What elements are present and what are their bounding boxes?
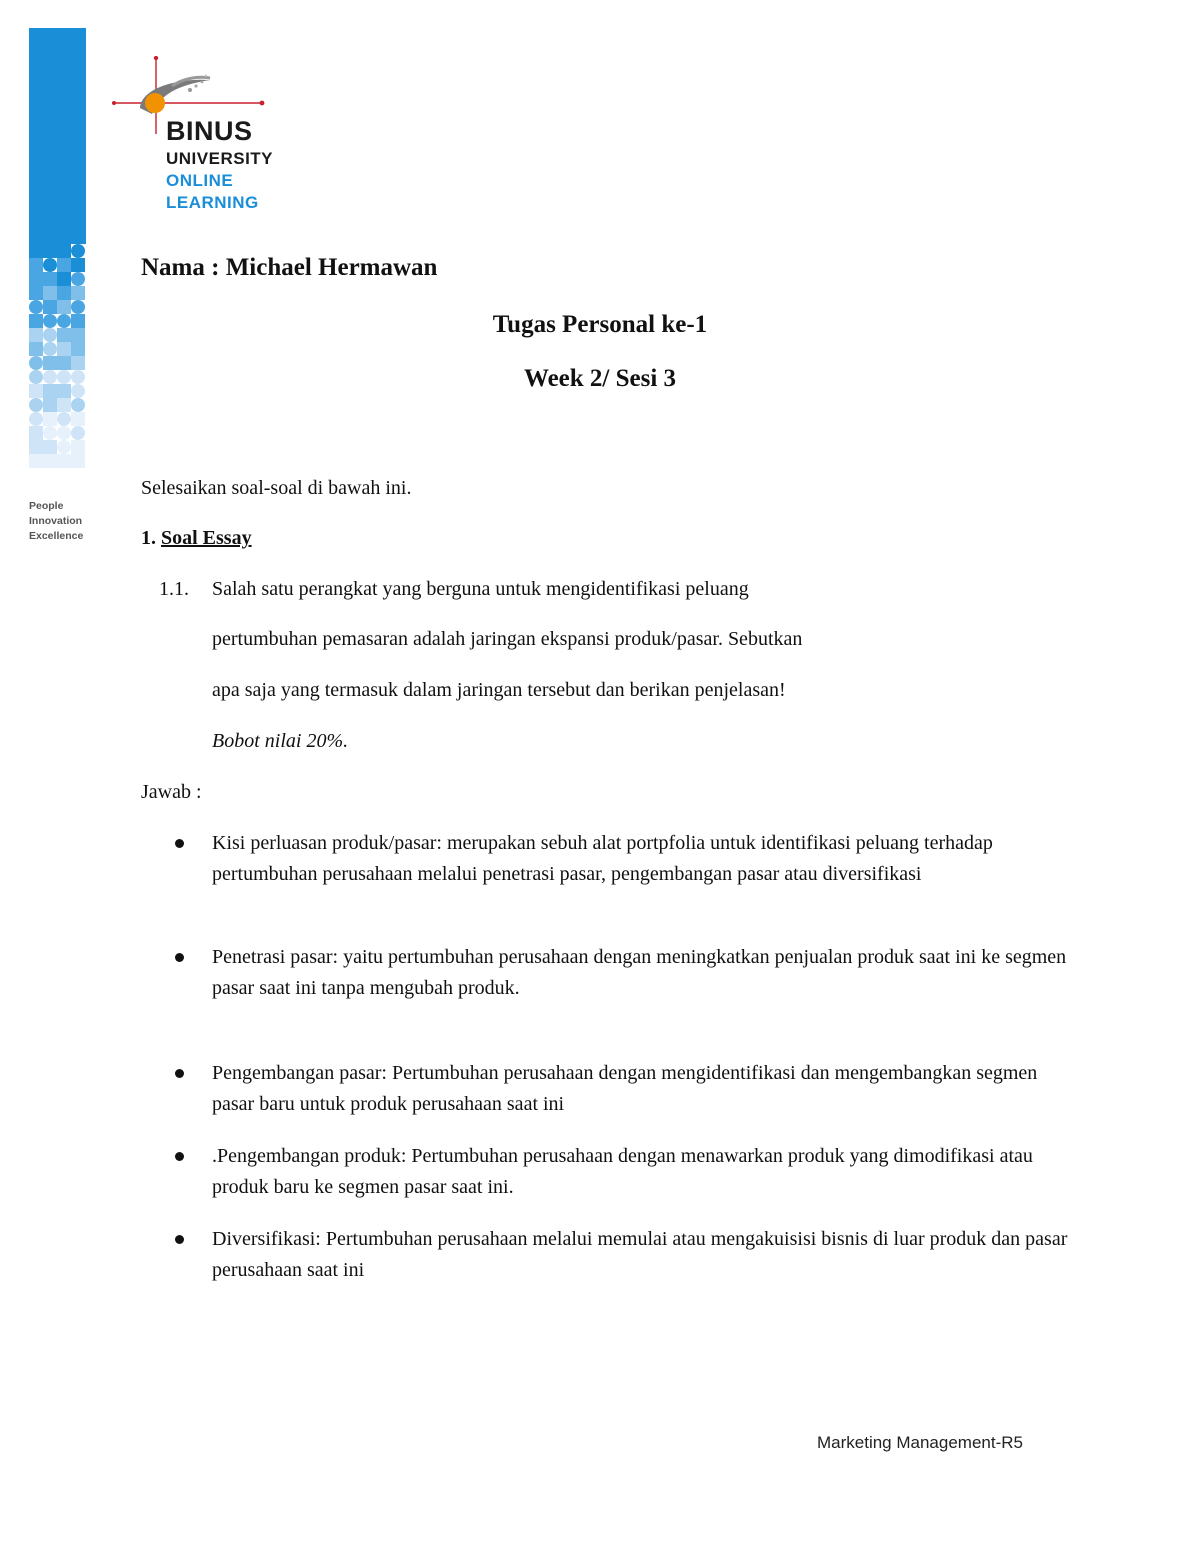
brand-line-learning: LEARNING [166, 193, 259, 212]
mosaic-tile [43, 440, 57, 454]
bullet-icon [175, 1235, 184, 1244]
question-weight: Bobot nilai 20%. [212, 730, 349, 752]
answer-label: Jawab : [141, 781, 202, 803]
mosaic-tile [43, 426, 57, 440]
answer-bullet: Kisi perluasan produk/pasar: merupakan sebuh alat portpfolia untuk identifikasi peluang terhadap pertumbuhan perusahaan melalui penetrasi pasar, pengembangan pasar atau diversifikasi [212, 832, 993, 885]
footer-course: Marketing Management-R5 [817, 1433, 1023, 1452]
brand-side-bar [29, 28, 86, 244]
brand-line-university: UNIVERSITY [166, 149, 274, 168]
mosaic-tile [43, 286, 57, 300]
brand-name: BINUS [166, 116, 253, 146]
mosaic-tile [57, 342, 71, 356]
mosaic-tile [29, 286, 43, 300]
mosaic-tile [43, 398, 57, 412]
answer-bullet: Pengembangan pasar: Pertumbuhan perusahaan dengan mengidentifikasi dan mengembangkan segmen pasar baru untuk produk perusahaan saat ini [212, 1062, 1038, 1115]
question-line: pertumbuhan pemasaran adalah jaringan ekspansi produk/pasar. Sebutkan [212, 628, 803, 650]
bullet-icon [175, 839, 184, 848]
assignment-title: Tugas Personal ke-1 [492, 311, 708, 338]
mosaic-tile [71, 272, 85, 286]
mosaic-tile [71, 398, 85, 412]
bullet-icon [175, 1069, 184, 1078]
section-number: 1. [141, 527, 156, 549]
question-number: 1.1. [159, 578, 189, 600]
brand-tagline [29, 499, 83, 544]
mosaic-tile [57, 272, 71, 286]
mosaic-tile [43, 272, 57, 286]
mosaic-tile [43, 454, 57, 468]
mosaic-tile [57, 426, 71, 440]
mosaic-tile [29, 426, 43, 440]
mosaic-tile [71, 258, 85, 272]
mosaic-tile [71, 342, 85, 356]
assignment-subtitle: Week 2/ Sesi 3 [523, 365, 677, 392]
answer-bullet: Penetrasi pasar: yaitu pertumbuhan perusahaan dengan meningkatkan penjualan produk saat ini ke segmen pasar saat ini tanpa mengubah produk. [212, 946, 1067, 999]
brand-side-mosaic [29, 244, 86, 474]
mosaic-tile [57, 440, 71, 454]
answer-bullet: Diversifikasi: Pertumbuhan perusahaan melalui memulai atau mengakuisisi bisnis di luar produk dan pasar perusahaan saat ini [212, 1228, 1068, 1281]
brand-line-online: ONLINE [166, 171, 234, 190]
tagline-excellence: Excellence [29, 530, 84, 542]
mosaic-tile [57, 412, 71, 426]
instructions: Selesaikan soal-soal di bawah ini. [141, 477, 412, 499]
mosaic-tile [71, 244, 85, 258]
question-line: Salah satu perangkat yang berguna untuk mengidentifikasi peluang [212, 578, 749, 600]
mosaic-tile [71, 412, 85, 426]
bullet-icon [175, 953, 184, 962]
mosaic-tile [71, 426, 85, 440]
question-line: apa saja yang termasuk dalam jaringan tersebut dan berikan penjelasan! [212, 679, 786, 701]
mosaic-tile [29, 440, 43, 454]
tagline-innovation: Innovation [29, 515, 83, 527]
mosaic-tile [43, 244, 57, 258]
answer-bullet: .Pengembangan produk: Pertumbuhan perusahaan dengan menawarkan produk yang dimodifikasi atau produk baru ke segmen pasar saat ini. [212, 1145, 1033, 1198]
mosaic-tile [29, 398, 43, 412]
mosaic-tile [57, 244, 71, 258]
mosaic-tile [43, 342, 57, 356]
mosaic-tile [29, 342, 43, 356]
mosaic-tile [57, 286, 71, 300]
mosaic-tile [57, 258, 71, 272]
bullet-icon [175, 1152, 184, 1161]
tagline-people: People [29, 500, 64, 512]
mosaic-tile [29, 412, 43, 426]
mosaic-tile [43, 412, 57, 426]
mosaic-tile [29, 454, 43, 468]
mosaic-tile [43, 258, 57, 272]
mosaic-tile [71, 440, 85, 454]
section-title: Soal Essay [161, 527, 252, 549]
mosaic-tile [29, 258, 43, 272]
section-heading [141, 523, 252, 553]
mosaic-tile [29, 244, 43, 258]
mosaic-tile [57, 398, 71, 412]
mosaic-tile [57, 454, 71, 468]
mosaic-tile [29, 272, 43, 286]
mosaic-tile [71, 454, 85, 468]
student-name: Nama : Michael Hermawan [141, 254, 438, 281]
mosaic-tile [71, 286, 85, 300]
